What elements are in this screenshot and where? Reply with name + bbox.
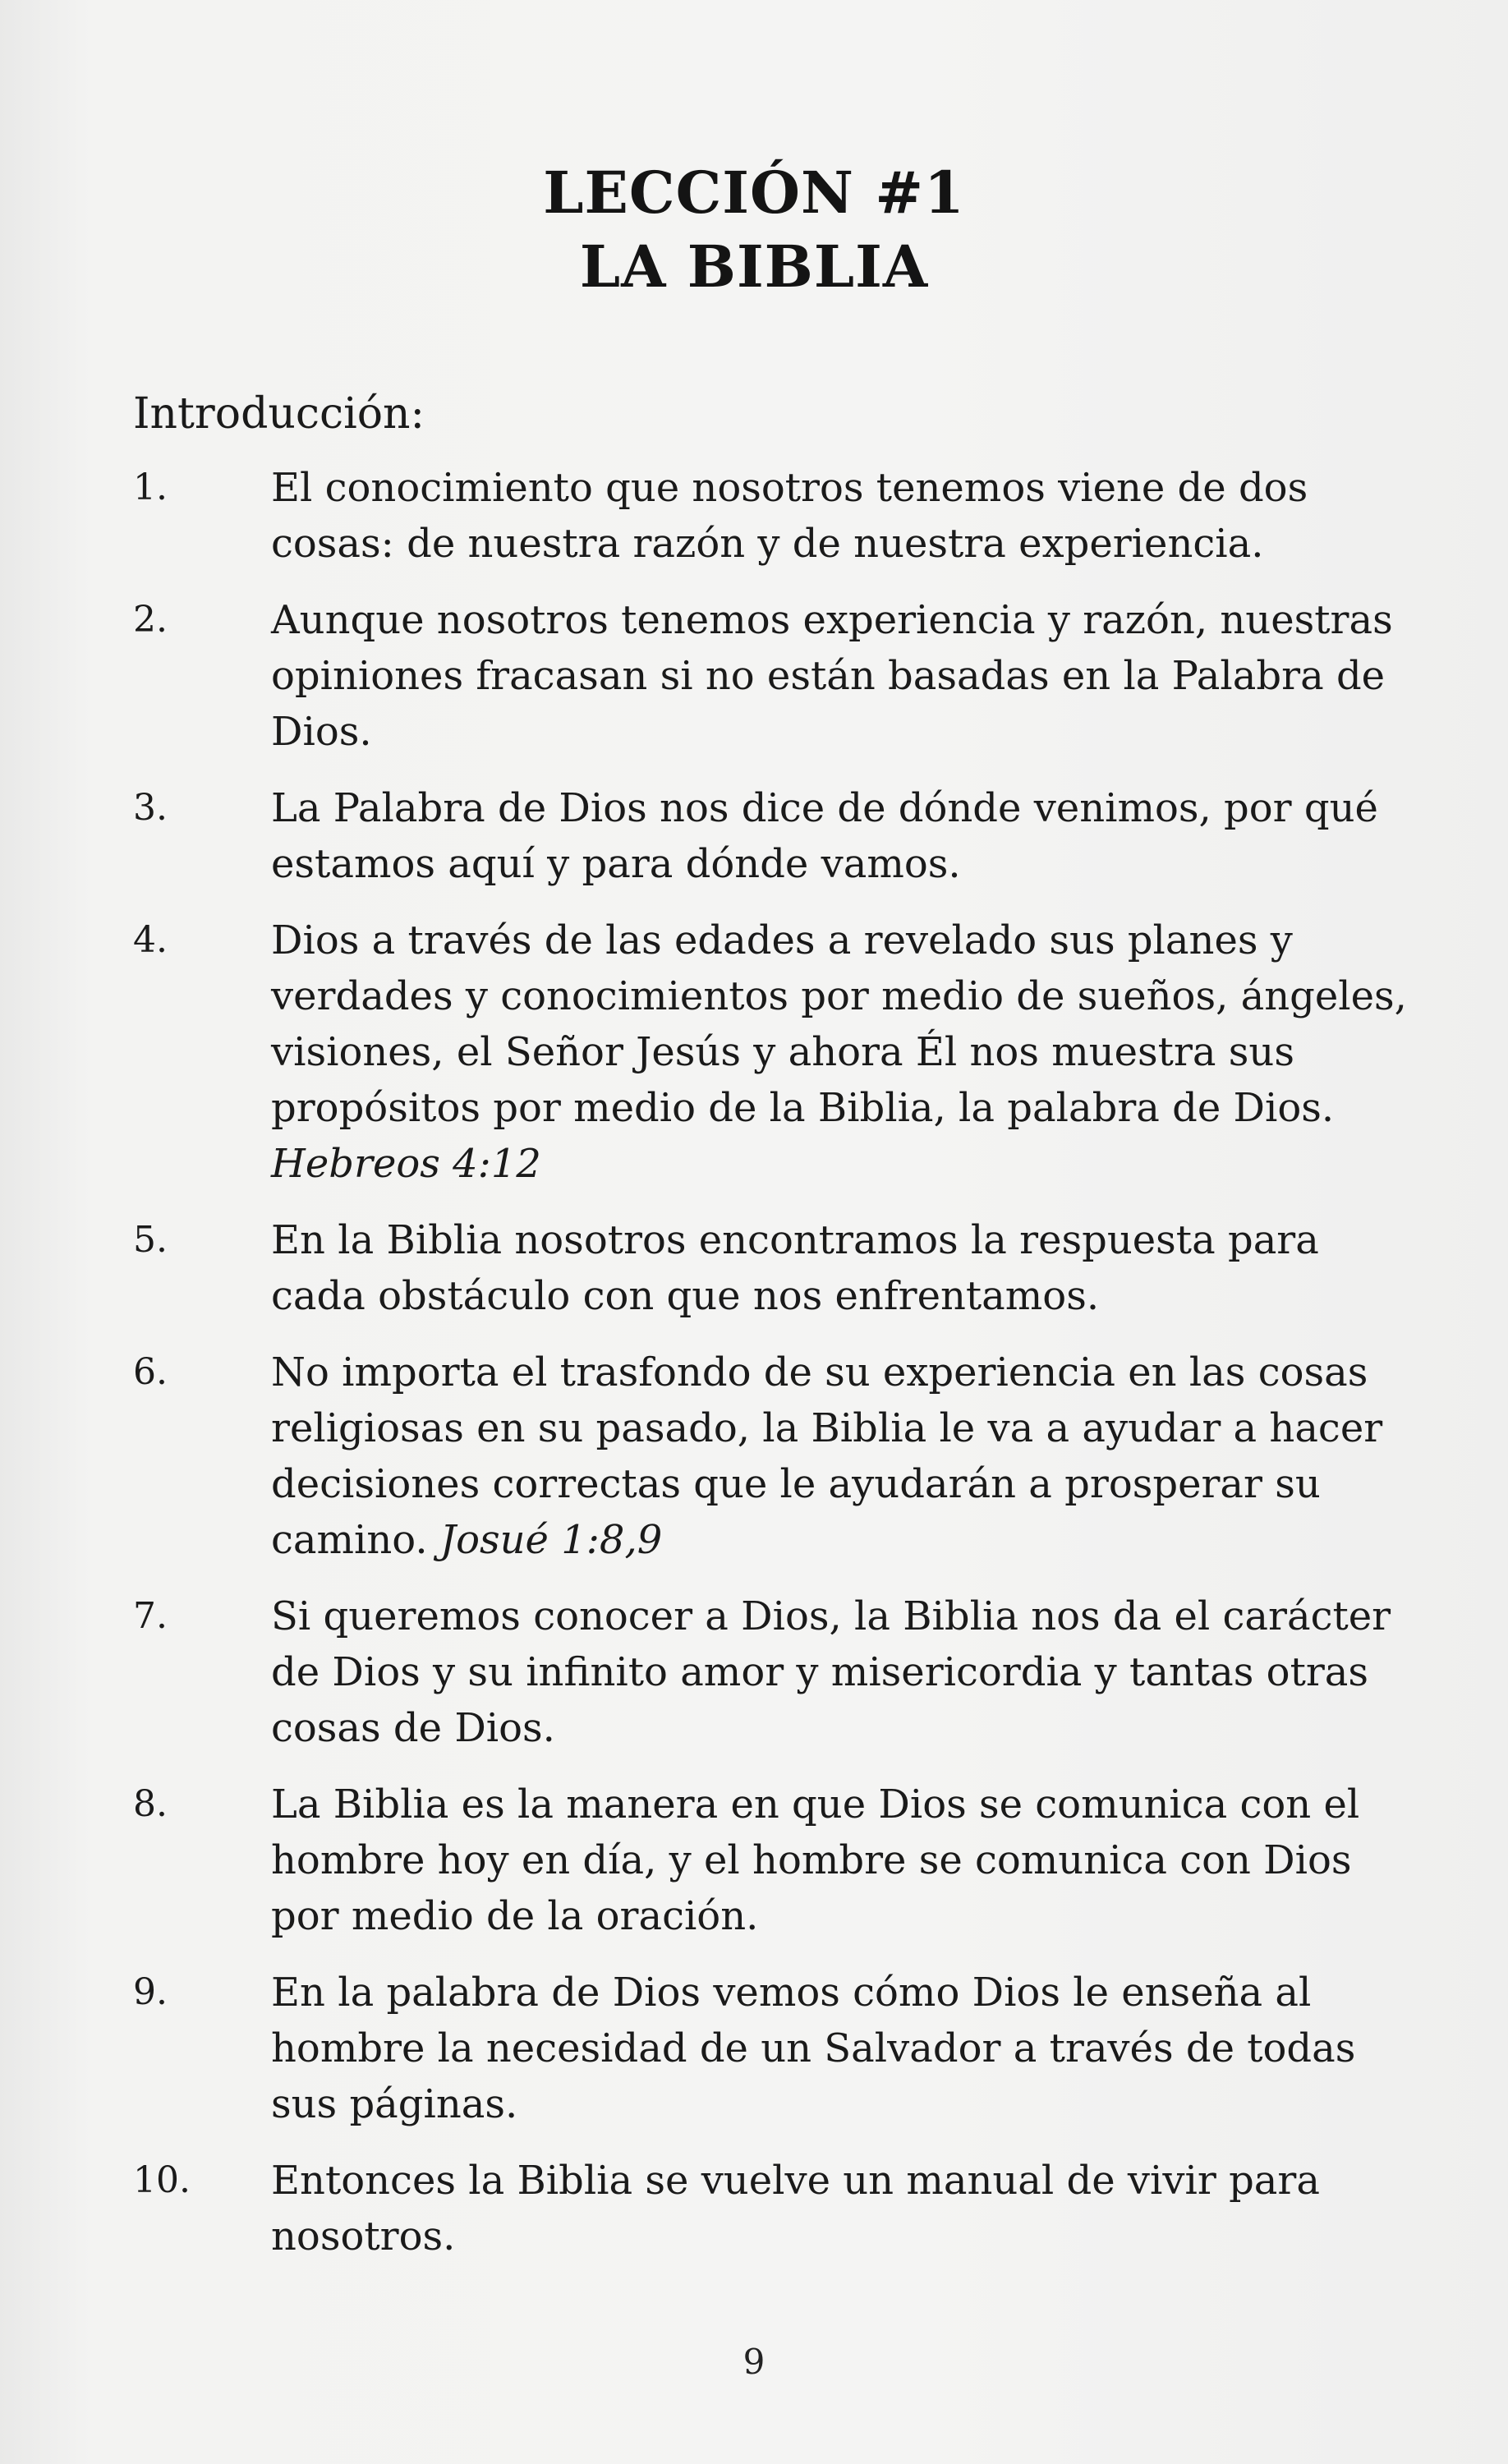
- item-text-body: El conocimiento que nosotros tenemos viene de dos cosas: de nuestra razón y de nuestra experiencia.: [271, 465, 1308, 567]
- list-item: [133, 780, 1414, 892]
- scripture-reference: Josué 1:8,9: [439, 1517, 663, 1563]
- item-text-body: Dios a través de las edades a revelado sus planes y verdades y conocimientos por medio de sueños, ángeles, visiones, el Señor Jesús y ahora Él nos muestra sus propósitos por medio de la Biblia, la palabra de Dios.: [271, 917, 1407, 1131]
- item-number: 10.: [133, 2159, 191, 2201]
- item-number: 3.: [133, 787, 168, 829]
- scripture-reference: Hebreos 4:12: [271, 1141, 541, 1187]
- item-text-body: No importa el trasfondo de su experiencia en las cosas religiosas en su pasado, la Biblia le va a ayudar a hacer decisiones correctas que le ayudarán a prosperar su camino.: [271, 1349, 1383, 1563]
- item-number: 6.: [133, 1351, 168, 1393]
- item-text: [271, 2153, 1414, 2264]
- item-text: [271, 1345, 1414, 1568]
- item-text: [271, 913, 1414, 1192]
- list-item: [133, 1965, 1414, 2132]
- list-item: [133, 2153, 1414, 2264]
- item-text-body: Entonces la Biblia se vuelve un manual de vivir para nosotros.: [271, 2158, 1320, 2259]
- list-item: [133, 913, 1414, 1192]
- item-text: [271, 1212, 1414, 1324]
- list-item: [133, 592, 1414, 760]
- item-text: [271, 780, 1414, 892]
- item-number: 2.: [133, 599, 168, 641]
- item-number: 5.: [133, 1219, 168, 1261]
- item-text: [271, 592, 1414, 760]
- item-number: 1.: [133, 467, 168, 508]
- item-text-body: Aunque nosotros tenemos experiencia y razón, nuestras opiniones fracasan si no están basadas en la Palabra de Dios.: [271, 597, 1393, 755]
- list-item: [133, 1212, 1414, 1324]
- item-number: 9.: [133, 1971, 168, 2013]
- introduction-list: [133, 460, 1414, 2285]
- lesson-heading: [0, 156, 1508, 304]
- lesson-number-title: LECCIÓN #1: [543, 159, 965, 227]
- introduction-label: Introducción:: [133, 389, 425, 439]
- item-text: [271, 1965, 1414, 2132]
- item-text-body: En la palabra de Dios vemos cómo Dios le enseña al hombre la necesidad de un Salvador a través de todas sus páginas.: [271, 1970, 1356, 2127]
- item-text-body: Si queremos conocer a Dios, la Biblia nos da el carácter de Dios y su infinito amor y misericordia y tantas otras cosas de Dios.: [271, 1593, 1391, 1751]
- item-text: [271, 460, 1414, 572]
- item-number: 7.: [133, 1595, 168, 1637]
- lesson-subject-title: LA BIBLIA: [579, 232, 929, 301]
- item-text-body: La Palabra de Dios nos dice de dónde venimos, por qué estamos aquí y para dónde vamos.: [271, 785, 1378, 887]
- item-text-body: En la Biblia nosotros encontramos la respuesta para cada obstáculo con que nos enfrentamos.: [271, 1217, 1319, 1319]
- item-text: [271, 1588, 1414, 1756]
- list-item: [133, 1777, 1414, 1944]
- list-item: [133, 460, 1414, 572]
- item-number: 4.: [133, 919, 168, 961]
- item-number: 8.: [133, 1783, 168, 1825]
- list-item: [133, 1345, 1414, 1568]
- list-item: [133, 1588, 1414, 1756]
- page-number: 9: [743, 2342, 765, 2382]
- item-text: [271, 1777, 1414, 1944]
- item-text-body: La Biblia es la manera en que Dios se comunica con el hombre hoy en día, y el hombre se comunica con Dios por medio de la oración.: [271, 1781, 1360, 1939]
